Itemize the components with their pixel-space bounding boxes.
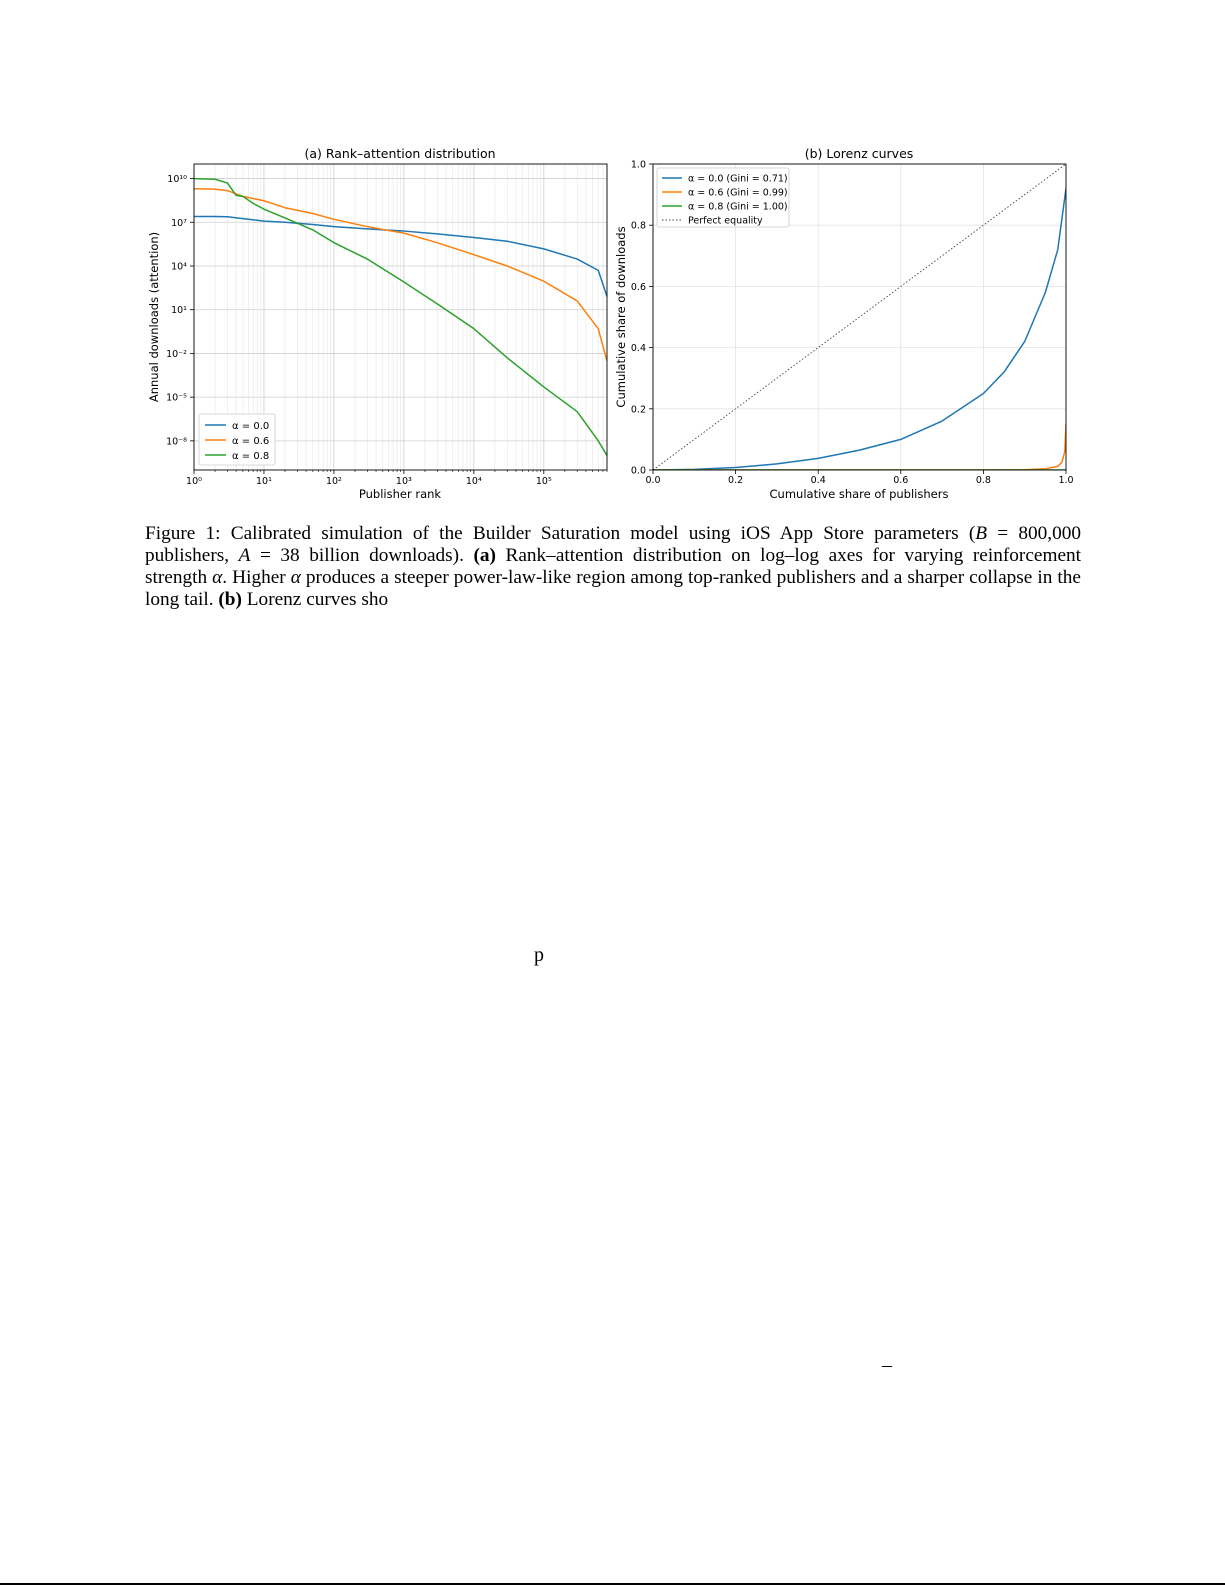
x-tick-label: 0.2 xyxy=(728,475,744,486)
y-tick-label: 10⁻⁵ xyxy=(166,392,187,404)
symbol-b: B xyxy=(975,523,988,544)
x-tick-label: 0.4 xyxy=(810,475,826,486)
y-axis-label-b: Cumulative share of downloads xyxy=(614,226,628,408)
panel-b xyxy=(614,146,1074,501)
series-line-b-0 xyxy=(653,188,1066,470)
x-axis-label-a: Publisher rank xyxy=(358,487,442,501)
x-tick-label: 10⁰ xyxy=(186,476,202,487)
caption-text-1: Calibrated simulation of the Builder Saturation model using iOS App Store parameters ( xyxy=(230,523,976,544)
stray-glyph-dash: – xyxy=(882,1354,892,1376)
figure-label: Figure 1: xyxy=(145,523,221,544)
x-tick-label: 10⁵ xyxy=(535,476,552,487)
caption-text-6: produces a steeper power-law-like region among top-ranked publishers and a sharper collapse in the long tail. xyxy=(145,567,1081,610)
legend-label-b-3: Perfect equality xyxy=(688,215,763,227)
y-tick-label: 10⁷ xyxy=(171,217,187,229)
y-tick-label: 10¹ xyxy=(171,305,187,317)
legend-label-b-2: α = 0.8 (Gini = 1.00) xyxy=(688,201,788,213)
figure-canvas xyxy=(0,0,1225,520)
legend-label-a-0: α = 0.0 xyxy=(232,421,270,432)
symbol-a: A xyxy=(238,545,251,566)
x-axis-label-b: Cumulative share of publishers xyxy=(769,487,949,501)
x-tick-label: 10³ xyxy=(395,476,412,487)
legend-b xyxy=(657,168,789,227)
legend-label-a-1: α = 0.6 xyxy=(232,436,270,447)
part-b-label: (b) xyxy=(218,589,242,610)
y-tick-label: 0.4 xyxy=(630,343,646,355)
chart-title-a: (a) Rank–attention distribution xyxy=(304,146,496,161)
y-tick-label: 0.8 xyxy=(630,220,646,232)
stray-glyph-p: p xyxy=(534,944,544,966)
legend-label-b-0: α = 0.0 (Gini = 0.71) xyxy=(688,173,788,185)
part-a-label: (a) xyxy=(473,545,496,566)
value-a: = 38 xyxy=(250,545,300,566)
y-tick-label: 1.0 xyxy=(630,159,646,171)
x-tick-label: 10¹ xyxy=(256,476,272,487)
caption-text-2: publishers, xyxy=(145,545,239,566)
x-tick-label: 0.8 xyxy=(975,475,991,486)
legend-label-a-2: α = 0.8 xyxy=(232,451,270,462)
y-tick-label: 10⁻² xyxy=(166,348,187,360)
x-tick-label: 10² xyxy=(325,476,342,487)
symbol-alpha-2: α xyxy=(290,567,301,588)
y-axis-label-a: Annual downloads (attention) xyxy=(147,231,161,403)
y-tick-label: 10⁻⁸ xyxy=(166,436,187,448)
caption-text-3: billion downloads). xyxy=(299,545,474,566)
y-tick-label: 0.6 xyxy=(630,281,646,293)
panel-a xyxy=(147,146,607,501)
caption-text-5: . Higher xyxy=(222,567,291,588)
x-tick-label: 0.0 xyxy=(645,475,661,486)
figure-caption xyxy=(145,523,1081,611)
x-tick-label: 0.6 xyxy=(893,475,909,486)
value-b: = 800,000 xyxy=(987,523,1081,544)
caption-text-7: Lorenz curves sho xyxy=(241,589,389,610)
caption-text-4: Rank–attention distribution on log–log axes for varying reinforcement strength xyxy=(145,545,1081,588)
y-tick-label: 10⁴ xyxy=(171,261,187,273)
symbol-alpha: α xyxy=(212,567,223,588)
chart-title-b: (b) Lorenz curves xyxy=(804,146,914,161)
legend-a xyxy=(199,414,275,465)
legend-label-b-1: α = 0.6 (Gini = 0.99) xyxy=(688,187,788,199)
y-tick-label: 0.2 xyxy=(630,404,646,416)
x-tick-label: 1.0 xyxy=(1058,475,1074,486)
series-line-b-1 xyxy=(653,424,1066,470)
y-tick-label: 0.0 xyxy=(630,465,646,477)
x-tick-label: 10⁴ xyxy=(465,476,482,487)
y-tick-label: 10¹⁰ xyxy=(167,174,187,186)
